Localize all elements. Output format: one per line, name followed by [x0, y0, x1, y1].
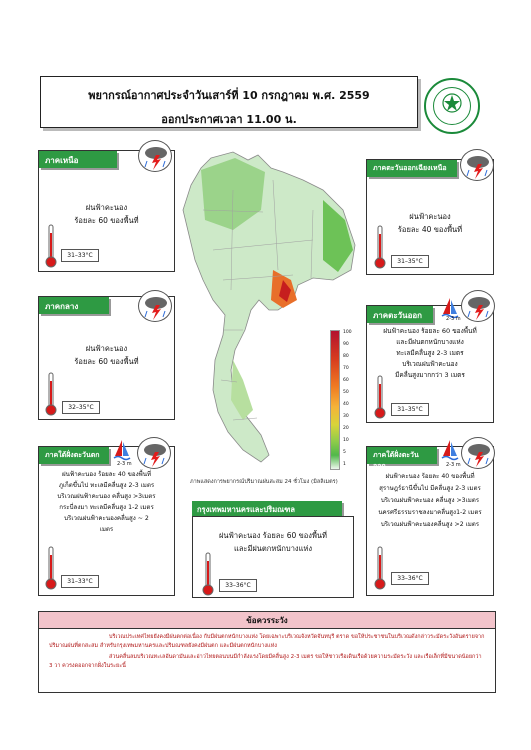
wave-height-south-west: 2-3 m	[117, 461, 132, 467]
temp-range-north: 31–33°C	[61, 249, 99, 262]
thermometer-icon	[373, 374, 387, 420]
forecast-title: พยากรณ์อากาศประจำวันเสาร์ที่ 10 กรกฎาคม พ.ศ. 2559	[88, 89, 370, 102]
scale-tick: 80	[343, 354, 349, 359]
thunderstorm-icon	[461, 290, 495, 322]
thermometer-icon	[373, 545, 387, 591]
seal-emblem-icon	[441, 92, 463, 114]
scale-tick: 5	[343, 450, 346, 455]
wave-height-south-east: 2-3 m	[446, 462, 461, 468]
temp-range-bangkok: 33–36°C	[219, 579, 257, 592]
temp-range-south-west: 31–33°C	[61, 575, 99, 588]
region-forecast-northeast: ฝนฟ้าคะนอง ร้อยละ 40 ของพื้นที่	[397, 212, 463, 234]
scale-tick: 20	[343, 426, 349, 431]
scale-tick: 30	[343, 414, 349, 419]
region-forecast-north: ฝนฟ้าคะนอง ร้อยละ 60 ของพื้นที่	[74, 203, 139, 225]
warning-text	[49, 633, 485, 671]
region-forecast-east: ฝนฟ้าคะนอง ร้อยละ 60 ของพื้นที่ และมีฝนตกหนักบางแห่ง ทะเลมีคลื่นสูง 2-3 เมตร บริเวณฝนฟ้าคะนอง มีคลื่นสูงมากกว่า 3 เมตร	[383, 327, 477, 379]
region-name-east: ภาคตะวันออก	[367, 306, 433, 323]
temp-range-central: 32–35°C	[62, 401, 100, 414]
map-caption: ภาพแสดงการพยากรณ์ปริมาณฝนสะสม 24 ชั่วโมง (มิลลิเมตร)	[190, 479, 338, 485]
scale-tick: 40	[343, 402, 349, 407]
thunderstorm-icon	[137, 437, 171, 469]
rainfall-color-scale	[330, 330, 340, 470]
scale-tick: 1	[343, 462, 346, 467]
region-forecast-south-east: ฝนฟ้าคะนอง ร้อยละ 40 ของพื้นที่ สุราษฎร์ธานีขึ้นไป มีคลื่นสูง 2-3 เมตร บริเวณฝนฟ้าคะนอง คลื่นสูง >3เมตร นครศรีธรรมราชลงมาคลื่นสูง1-2 เมตร บริเวณฝนฟ้าคะนองคลื่นสูง >2 เมตร	[378, 473, 482, 528]
warning-paragraph: บริเวณประเทศไทยยังคงมีฝนตกต่อเนื่อง กับมีฝนตกหนักบางแห่ง โดยเฉพาะบริเวณจังหวัดจันทบุรี ตราด ขอให้ประชาชนในบริเวณดังกล่าวระมัดระวังอันตรายจากปริมาณฝนที่ตกสะสม สำหรับกรุงเทพมหานครและปริมณฑลยังคงมีฝนตก และมีฝนตกหนักบางแห่ง	[49, 634, 485, 649]
thermometer-icon	[201, 551, 215, 597]
region-name-south-east: ภาคใต้ฝั่งตะวันออก	[367, 447, 437, 464]
scale-tick: 10	[343, 438, 349, 443]
scale-tick: 60	[343, 378, 349, 383]
region-forecast-bangkok: ฝนฟ้าคะนอง ร้อยละ 60 ของพื้นที่ และมีฝนตกหนักบางแห่ง	[219, 531, 327, 553]
thunderstorm-icon	[460, 149, 494, 181]
region-name-north: ภาคเหนือ	[39, 151, 117, 168]
issue-time: ออกประกาศเวลา 11.00 น.	[161, 113, 297, 126]
warning-paragraph: ส่วนคลื่นลมบริเวณทะเลอันดามันและอ่าวไทยตอนบนมีกำลังแรงโดยมีคลื่นสูง 2-3 เมตร ขอให้ชาวเรือเดินเรือด้วยความระมัดระวัง และเรือเล็กที่มีขนาดน้อยกว่า 3 วา ควรงดออกจากฝั่งในระยะนี้	[49, 654, 482, 669]
thermometer-icon	[44, 371, 58, 417]
temp-range-south-east: 33–36°C	[391, 572, 429, 585]
scale-tick: 70	[343, 366, 349, 371]
thermometer-icon	[44, 223, 58, 269]
scale-tick: 100	[343, 330, 352, 335]
temp-range-east: 31–35°C	[391, 403, 429, 416]
warning-box	[38, 611, 496, 693]
thunderstorm-icon	[461, 437, 495, 469]
region-name-bangkok: กรุงเทพมหานครและปริมณฑล	[192, 501, 342, 517]
thunderstorm-icon	[138, 290, 172, 322]
temp-range-northeast: 31–35°C	[391, 255, 429, 268]
thermometer-icon	[373, 224, 387, 270]
region-forecast-central: ฝนฟ้าคะนอง ร้อยละ 60 ของพื้นที่	[74, 344, 139, 366]
wave-height-east: 2-3 m	[446, 316, 461, 322]
region-name-south-west: ภาคใต้ฝั่งตะวันตก	[39, 447, 109, 464]
region-name-central: ภาคกลาง	[39, 297, 109, 314]
thermometer-icon	[44, 545, 58, 591]
forecast-title-box	[40, 76, 418, 128]
scale-tick: 90	[343, 342, 349, 347]
tmd-seal-logo	[424, 78, 480, 134]
region-forecast-south-west: ฝนฟ้าคะนอง ร้อยละ 40 ของพื้นที่ ภูเก็ตขึ้นไป ทะเลมีคลื่นสูง 2-3 เมตร บริเวณฝนฟ้าคะนอง คลื่นสูง >3เมตร กระบี่ลงมา ทะเลมีคลื่นสูง 1-2 เมตร บริเวณฝนฟ้าคะนองคลื่นสูง ~ 2 เมตร	[57, 471, 156, 533]
thunderstorm-icon	[138, 140, 172, 172]
scale-tick: 50	[343, 390, 349, 395]
region-name-northeast: ภาคตะวันออกเฉียงเหนือ	[367, 160, 457, 177]
region-panel-bangkok	[192, 516, 354, 598]
warning-title: ข้อควรระวัง	[39, 612, 495, 629]
